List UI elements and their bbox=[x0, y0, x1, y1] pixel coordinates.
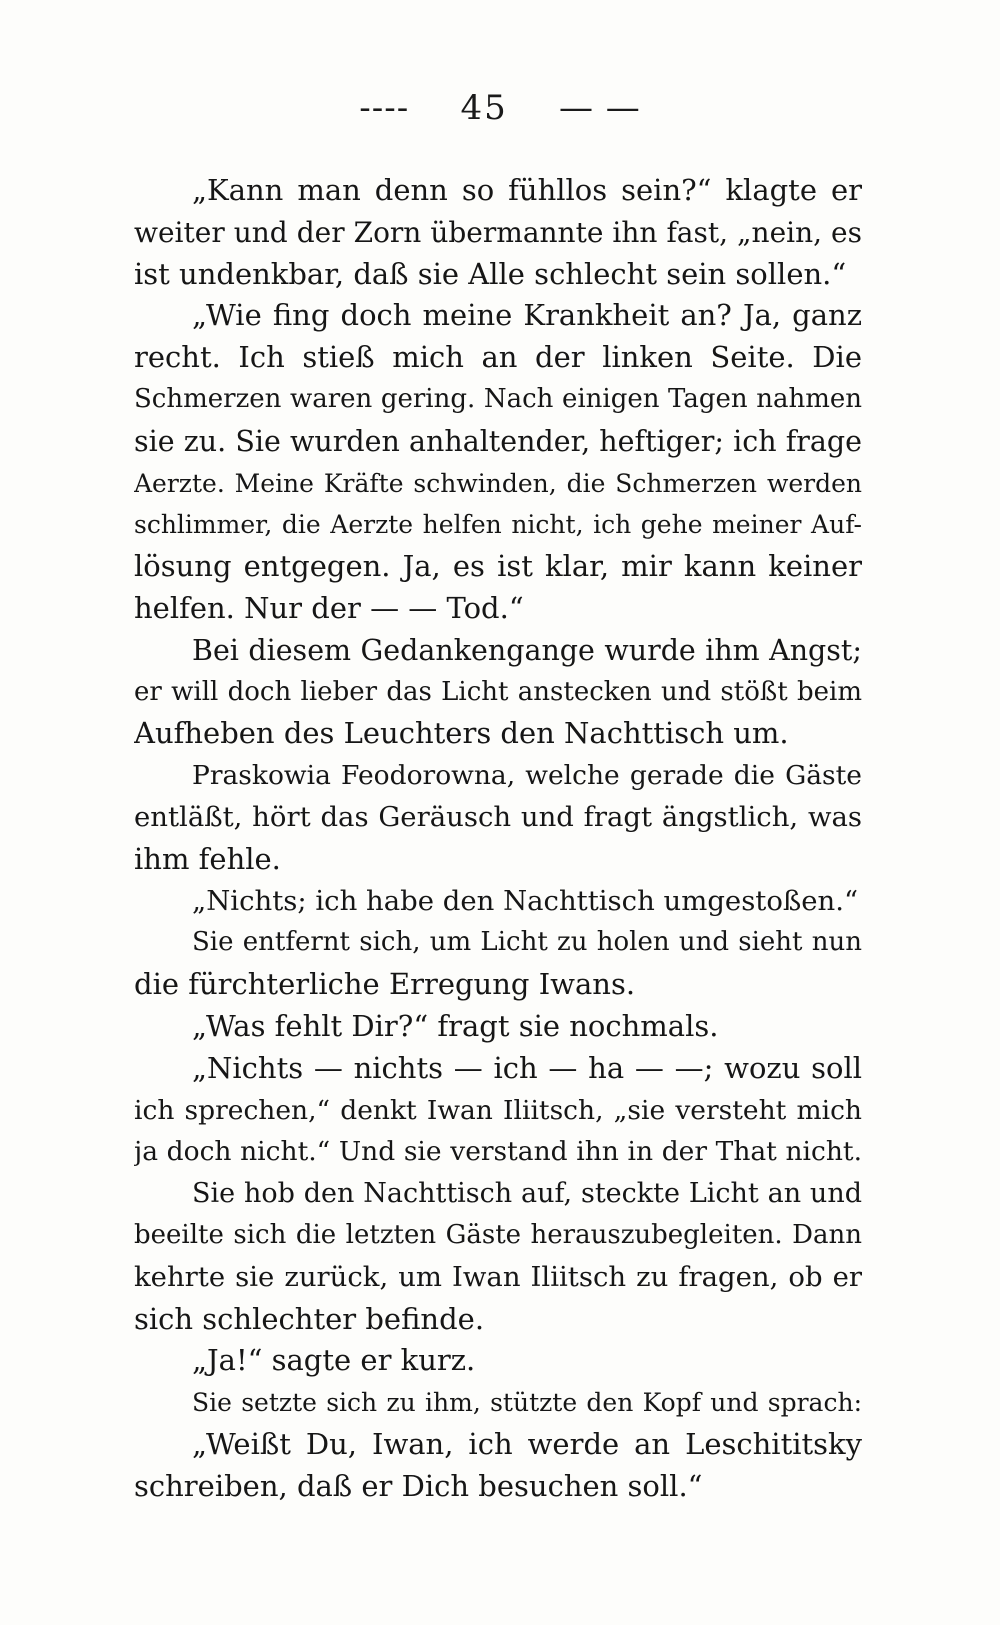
text-line: Aufheben des Leuchters den Nachttisch um. bbox=[134, 716, 789, 751]
text-line: „Was fehlt Dir?“ fragt sie nochmals. bbox=[192, 1008, 719, 1043]
header-dash-right: — — bbox=[558, 88, 641, 128]
text-line: „Weißt Du, Iwan, ich werde an Leschititsky bbox=[192, 1426, 862, 1461]
text-line: Sie setzte sich zu ihm, stützte den Kopf und sprach: bbox=[192, 1388, 862, 1418]
text-line: kehrte sie zurück, um Iwan Iliitsch zu fragen, ob er bbox=[134, 1260, 862, 1293]
text-line: Sie entfernt sich, um Licht zu holen und sieht nun bbox=[192, 927, 862, 958]
text-line: sich schlechter befinde. bbox=[134, 1301, 485, 1336]
text-line: „Ja!“ sagte er kurz. bbox=[192, 1343, 476, 1378]
body-text bbox=[134, 170, 862, 1508]
text-line: Praskowia Feodorowna, welche gerade die Gäste bbox=[192, 760, 862, 792]
text-line: „Nichts; ich habe den Nachttisch umgestoßen.“ bbox=[192, 884, 859, 917]
text-line: ist undenkbar, daß sie Alle schlecht sein sollen.“ bbox=[134, 256, 847, 291]
page-number: 45 bbox=[460, 88, 508, 128]
text-line: ja doch nicht.“ Und sie verstand ihn in der That nicht. bbox=[134, 1136, 862, 1168]
text-line: Bei diesem Gedankengange wurde ihm Angst; bbox=[192, 633, 862, 667]
text-line: „Kann man denn so fühllos sein?“ klagte er bbox=[192, 173, 862, 207]
text-line: lösung entgegen. Ja, es ist klar, mir kann keiner bbox=[134, 549, 862, 584]
text-line: recht. Ich stieß mich an der linken Seite. Die bbox=[134, 340, 862, 375]
text-line: Aerzte. Meine Kräfte schwinden, die Schmerzen werden bbox=[134, 468, 862, 498]
text-line: Sie hob den Nachttisch auf, steckte Licht an und bbox=[192, 1178, 862, 1210]
text-line: sie zu. Sie wurden anhaltender, heftiger; ich frage bbox=[134, 424, 862, 458]
text-line: weiter und der Zorn übermannte ihn fast, „nein, es bbox=[134, 215, 862, 249]
text-line: beeilte sich die letzten Gäste herauszubegleiten. Dann bbox=[134, 1219, 862, 1250]
text-line: „Nichts — nichts — ich — ha — —; wozu soll bbox=[192, 1050, 862, 1085]
text-line: „Wie fing doch meine Krankheit an? Ja, ganz bbox=[192, 298, 862, 333]
text-line: Schmerzen waren gering. Nach einigen Tagen nahmen bbox=[134, 383, 862, 414]
page-header bbox=[0, 88, 1000, 128]
text-line: ihm fehle. bbox=[134, 841, 281, 876]
text-line: er will doch lieber das Licht anstecken und stößt beim bbox=[134, 676, 862, 707]
text-line: schreiben, daß er Dich besuchen soll.“ bbox=[134, 1468, 703, 1503]
header-dash-left: ---- bbox=[359, 88, 410, 128]
text-line: die fürchterliche Erregung Iwans. bbox=[134, 967, 636, 1002]
text-line: entläßt, hört das Geräusch und fragt ängstlich, was bbox=[134, 800, 862, 833]
text-line: schlimmer, die Aerzte helfen nicht, ich gehe meiner Auf- bbox=[134, 510, 862, 540]
text-line: ich sprechen,“ denkt Iwan Iliitsch, „sie versteht mich bbox=[134, 1094, 862, 1126]
text-line: helfen. Nur der — — Tod.“ bbox=[134, 590, 524, 625]
